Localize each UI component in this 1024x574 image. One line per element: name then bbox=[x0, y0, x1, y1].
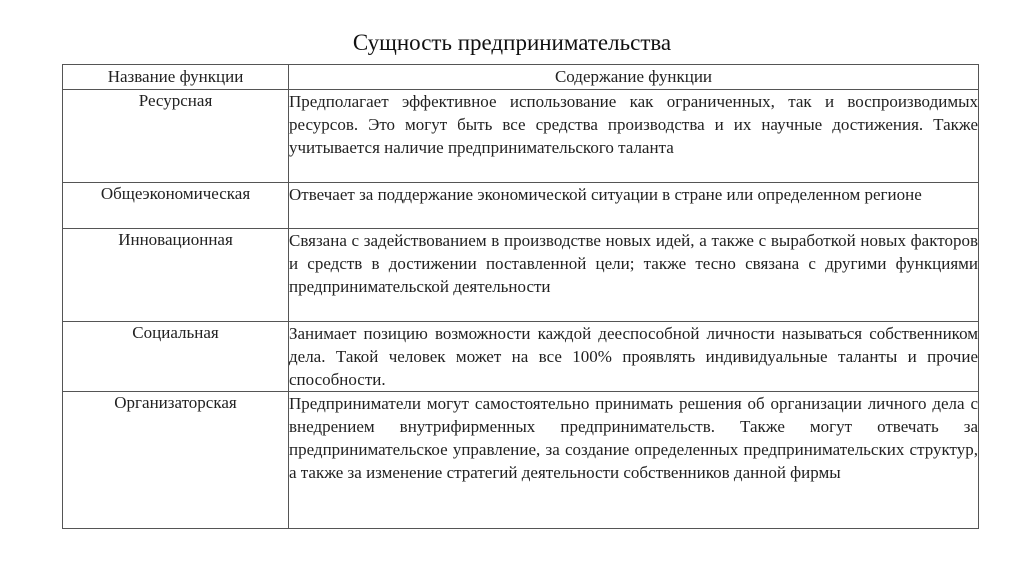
table-header-row bbox=[63, 65, 979, 90]
function-content-cell: Отвечает за поддержание экономической ситуации в стране или определенном регионе bbox=[289, 183, 979, 229]
function-name-cell: Общеэкономическая bbox=[63, 183, 289, 229]
function-name-cell: Ресурсная bbox=[63, 90, 289, 183]
function-content-cell: Занимает позицию возможности каждой дееспособной личности называться собственником дела. Такой человек может на все 100% проявлять индивидуальные таланты и прочие способности. bbox=[289, 322, 979, 392]
table-row bbox=[63, 90, 979, 183]
table-row bbox=[63, 183, 979, 229]
header-function-content: Содержание функции bbox=[289, 65, 979, 90]
table-row bbox=[63, 229, 979, 322]
header-function-name: Название функции bbox=[63, 65, 289, 90]
function-name-cell: Инновационная bbox=[63, 229, 289, 322]
table-row bbox=[63, 392, 979, 529]
slide-title: Сущность предпринимательства bbox=[352, 30, 672, 55]
function-content-cell: Предприниматели могут самостоятельно принимать решения об организации личного дела с внедрением внутрифирменных предпринимательств. Также могут отвечать за предпринимательское управление, за создание определенных предпринимательских структур, а также за изменение стратегий деятельности собственников данной фирмы bbox=[289, 392, 979, 529]
function-name-cell: Социальная bbox=[63, 322, 289, 392]
function-name-cell: Организаторская bbox=[63, 392, 289, 529]
function-content-cell: Предполагает эффективное использование как ограниченных, так и воспроизводимых ресурсов. Это могут быть все средства производства и их научные достижения. Также учитывается наличие предпринимательского таланта bbox=[289, 90, 979, 183]
function-content-cell: Связана с задействованием в производстве новых идей, а также с выработкой новых факторов и средств в достижении поставленной цели; также тесно связана с другими функциями предпринимательской деятельности bbox=[289, 229, 979, 322]
table-row bbox=[63, 322, 979, 392]
functions-table bbox=[62, 64, 979, 529]
